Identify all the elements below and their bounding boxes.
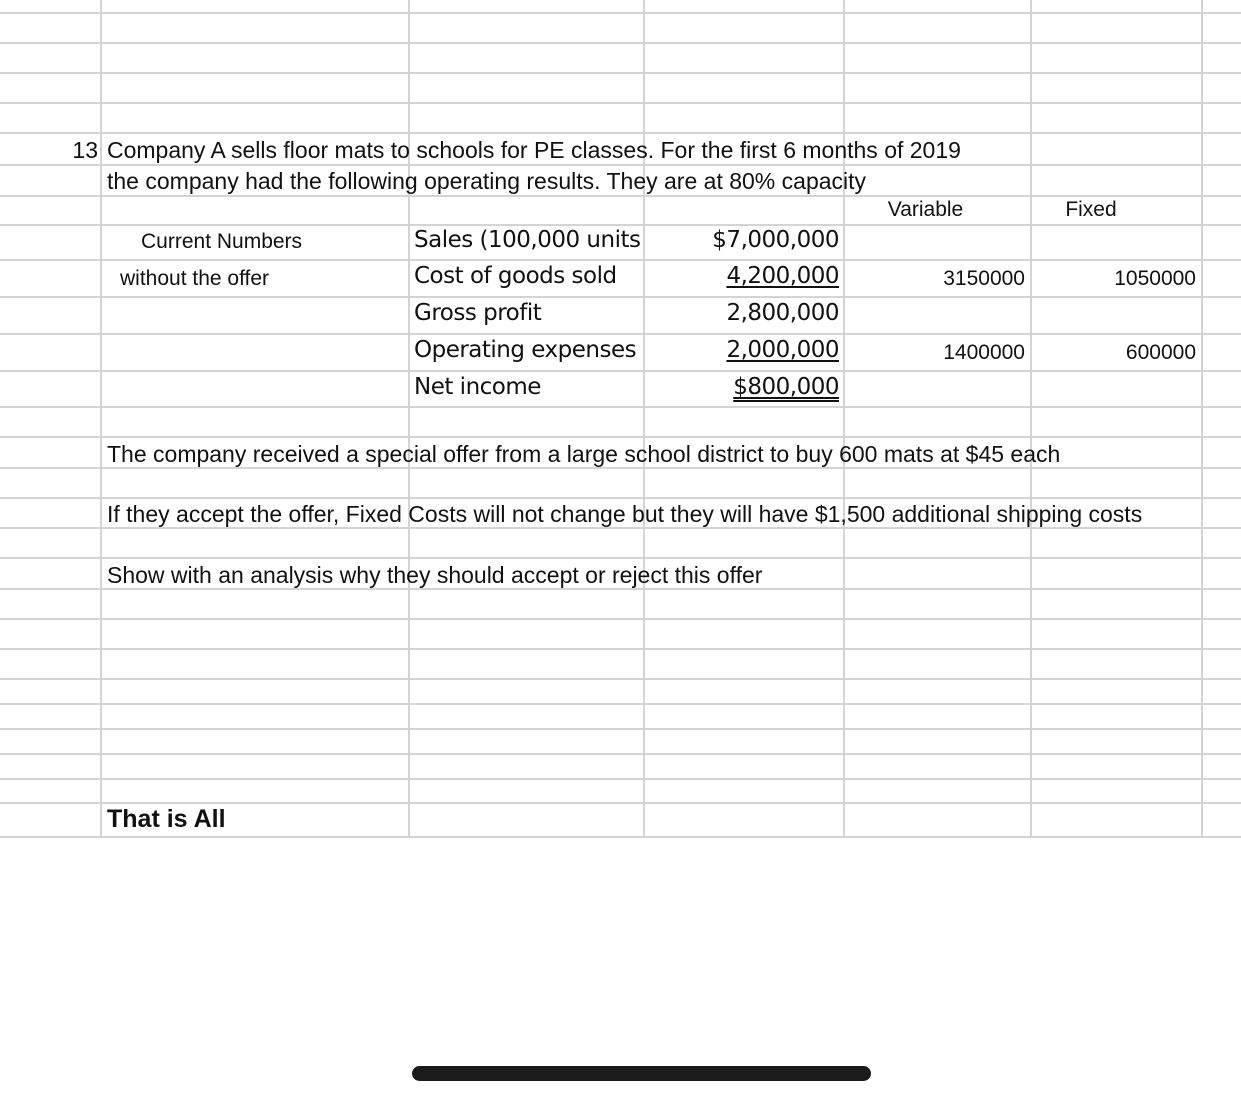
grid-line: [0, 557, 1241, 559]
grid-line: [0, 333, 1241, 335]
cogs-fixed-value: 1050000: [1114, 267, 1196, 290]
row-number: 13: [72, 137, 98, 163]
cogs-variable-value: 3150000: [943, 267, 1025, 290]
statement-label-net-income: Net income: [414, 374, 541, 400]
question-line-1: Company A sells floor mats to schools for PE classes. For the first 6 months of 2019: [107, 137, 961, 163]
statement-amount-operating-expenses: 2,000,000: [726, 337, 839, 363]
statement-amount-net-income: $800,000: [733, 374, 839, 400]
grid-line: [0, 296, 1241, 298]
grid-line: [1201, 0, 1203, 838]
grid-line: [0, 728, 1241, 730]
grid-line: [0, 778, 1241, 780]
variable-column-header: Variable: [887, 198, 964, 221]
grid-line: [0, 802, 1241, 804]
grid-line: [0, 618, 1241, 620]
grid-line: [0, 703, 1241, 705]
accept-condition-note: If they accept the offer, Fixed Costs will not change but they will have $1,500 additional shipping costs: [107, 501, 1143, 527]
grid-line: [1030, 0, 1032, 838]
side-label-line-1: Current Numbers: [141, 230, 303, 253]
statement-label-operating-expenses: Operating expenses: [414, 337, 637, 363]
grid-line: [0, 259, 1241, 261]
statement-amount-sales: $7,000,000: [712, 227, 839, 253]
grid-line: [0, 497, 1241, 499]
grid-line: [0, 102, 1241, 104]
statement-amount-gross-profit: 2,800,000: [726, 300, 839, 326]
grid-line: [0, 436, 1241, 438]
grid-line: [0, 72, 1241, 74]
grid-line: [0, 42, 1241, 44]
grid-line: [0, 12, 1241, 14]
grid-line: [408, 0, 410, 838]
grid-line: [843, 0, 845, 838]
special-offer-note: The company received a special offer from a large school district to buy 600 mats at $45 each: [107, 441, 1061, 467]
home-indicator-bar[interactable]: [412, 1066, 871, 1081]
task-instruction: Show with an analysis why they should accept or reject this offer: [107, 562, 763, 588]
grid-line: [0, 678, 1241, 680]
grid-line: [0, 132, 1241, 134]
statement-label-sales: Sales (100,000 units: [414, 227, 641, 253]
statement-label-gross-profit: Gross profit: [414, 300, 542, 326]
grid-line: [0, 648, 1241, 650]
question-line-2: the company had the following operating results. They are at 80% capacity: [107, 168, 867, 194]
grid-line: [643, 0, 645, 838]
grid-line: [0, 753, 1241, 755]
opex-variable-value: 1400000: [943, 341, 1025, 364]
statement-label-cogs: Cost of goods sold: [414, 263, 617, 289]
statement-amount-cogs: 4,200,000: [726, 263, 839, 289]
grid-line: [0, 224, 1241, 226]
opex-fixed-value: 600000: [1125, 341, 1196, 364]
side-label-line-2: without the offer: [120, 267, 270, 290]
grid-line: [100, 0, 102, 838]
closing-note: That is All: [107, 805, 226, 833]
grid-line: [0, 406, 1241, 408]
grid-line: [0, 164, 1241, 166]
fixed-column-header: Fixed: [1065, 198, 1117, 221]
grid-line: [0, 836, 1241, 838]
grid-line: [0, 370, 1241, 372]
grid-line: [0, 195, 1241, 197]
